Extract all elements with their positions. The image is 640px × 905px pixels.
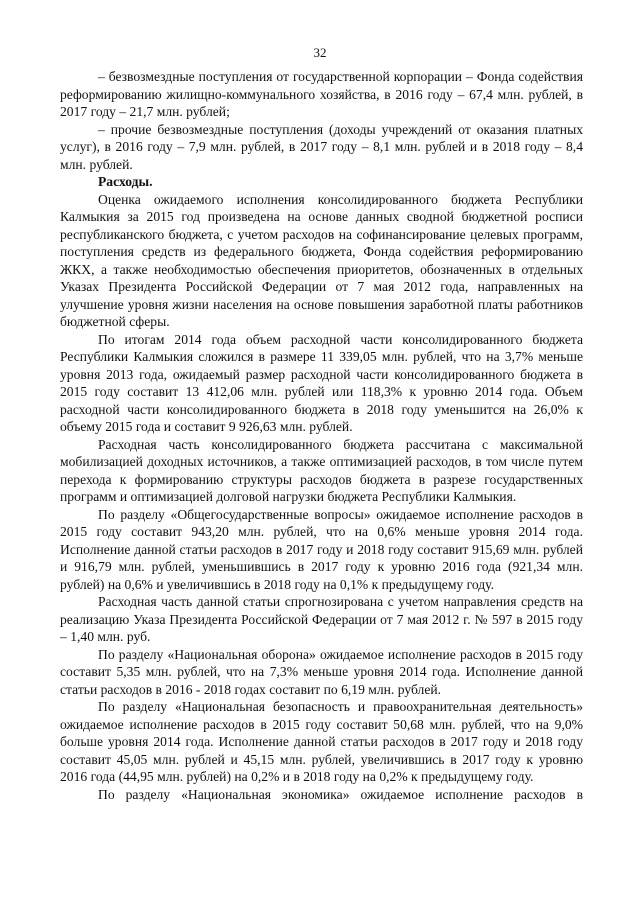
paragraph: По разделу «Национальная оборона» ожидаемое исполнение расходов в 2015 году составит 5,35 млн. рублей, что на 7,3% меньше уровня 2014 года. Исполнение данной статьи расходов в 2016 - 2018 годах составит по 6,19 млн. рублей. — [60, 646, 583, 697]
paragraph: Расходная часть данной статьи спрогнозирована с учетом направления средств на реализацию Указа Президента Российской Федерации от 7 мая 2012 г. № 597 в 2015 году – 1,40 млн. руб. — [60, 594, 583, 644]
page-number: 32 — [313, 45, 327, 60]
paragraph: Оценка ожидаемого исполнения консолидированного бюджета Республики Калмыкия за 2015 год произведена на основе данных сводной бюджетной росписи республиканского бюджета, с учетом расходов на софинансирование целевых программ, поступления средств из федерального бюджета, Фонда содействия реформированию ЖКХ, а также необходимостью обеспечения приоритетов, обозначенных в отдельных Указах Президента Российской Федерации от 7 мая 2012 года, направленных на улучшение уровня жизни населения на основе повышения заработной платы работников бюджетной сферы. — [60, 191, 583, 329]
paragraph: – безвозмездные поступления от государственной корпорации – Фонда содействия реформированию жилищно-коммунального хозяйства, в 2016 году – 67,4 млн. рублей, в 2017 году – 21,7 млн. рублей; — [60, 69, 583, 119]
paragraph: По разделу «Национальная безопасность и правоохранительная деятельность» ожидаемое исполнение расходов в 2015 году составит 50,68 млн. рублей, что на 9,0% больше уровня 2014 года. Исполнение данной статьи расходов в 2017 году и 2018 году составит 45,05 млн. рублей и 45,15 млн. рублей, увеличившись в 2017 году к уровню 2016 года (44,95 млн. рублей) на 0,2% и в 2018 году на 0,2% к предыдущему году. — [60, 699, 583, 784]
paragraph: – прочие безвозмездные поступления (доходы учреждений от оказания платных услуг), в 2016 году – 7,9 млн. рублей, в 2017 году – 8,1 млн. рублей и в 2018 году – 8,4 млн. рублей. — [60, 121, 583, 172]
paragraph: Расходная часть консолидированного бюджета рассчитана с максимальной мобилизацией доходных источников, а также оптимизацией расходов, в том числе путем перехода к формированию структуры расходов бюджета в разрезе государственных программ и оптимизацией долговой нагрузки бюджета Республики Калмыкия. — [60, 436, 583, 504]
document-body — [60, 68, 583, 803]
paragraph: По разделу «Общегосударственные вопросы» ожидаемое исполнение расходов в 2015 году составит 943,20 млн. рублей, что на 0,6% меньше уровня 2014 года. Исполнение данной статьи расходов в 2017 году и 2018 году составит 915,69 млн. рублей и 916,79 млн. рублей, уменьшившись в 2017 году к уровню 2016 года (921,34 млн. рублей) на 0,6% и увеличившись в 2018 году на 0,1% к предыдущему году. — [60, 506, 583, 592]
paragraph: По разделу «Национальная экономика» ожидаемое исполнение расходов в — [98, 786, 583, 802]
section-heading: Расходы. — [98, 174, 153, 189]
paragraph: По итогам 2014 года объем расходной части консолидированного бюджета Республики Калмыкия сложился в размере 11 339,05 млн. рублей, что на 3,7% меньше уровня 2013 года, ожидаемый размер расходной части консолидированного бюджета в 2015 году составит 13 412,06 млн. рублей или 118,3% к уровню 2014 года. Объем расходной части консолидированного бюджета в 2018 году уменьшится на 26,0% к объему 2015 года и составит 9 926,63 млн. рублей. — [60, 331, 583, 434]
